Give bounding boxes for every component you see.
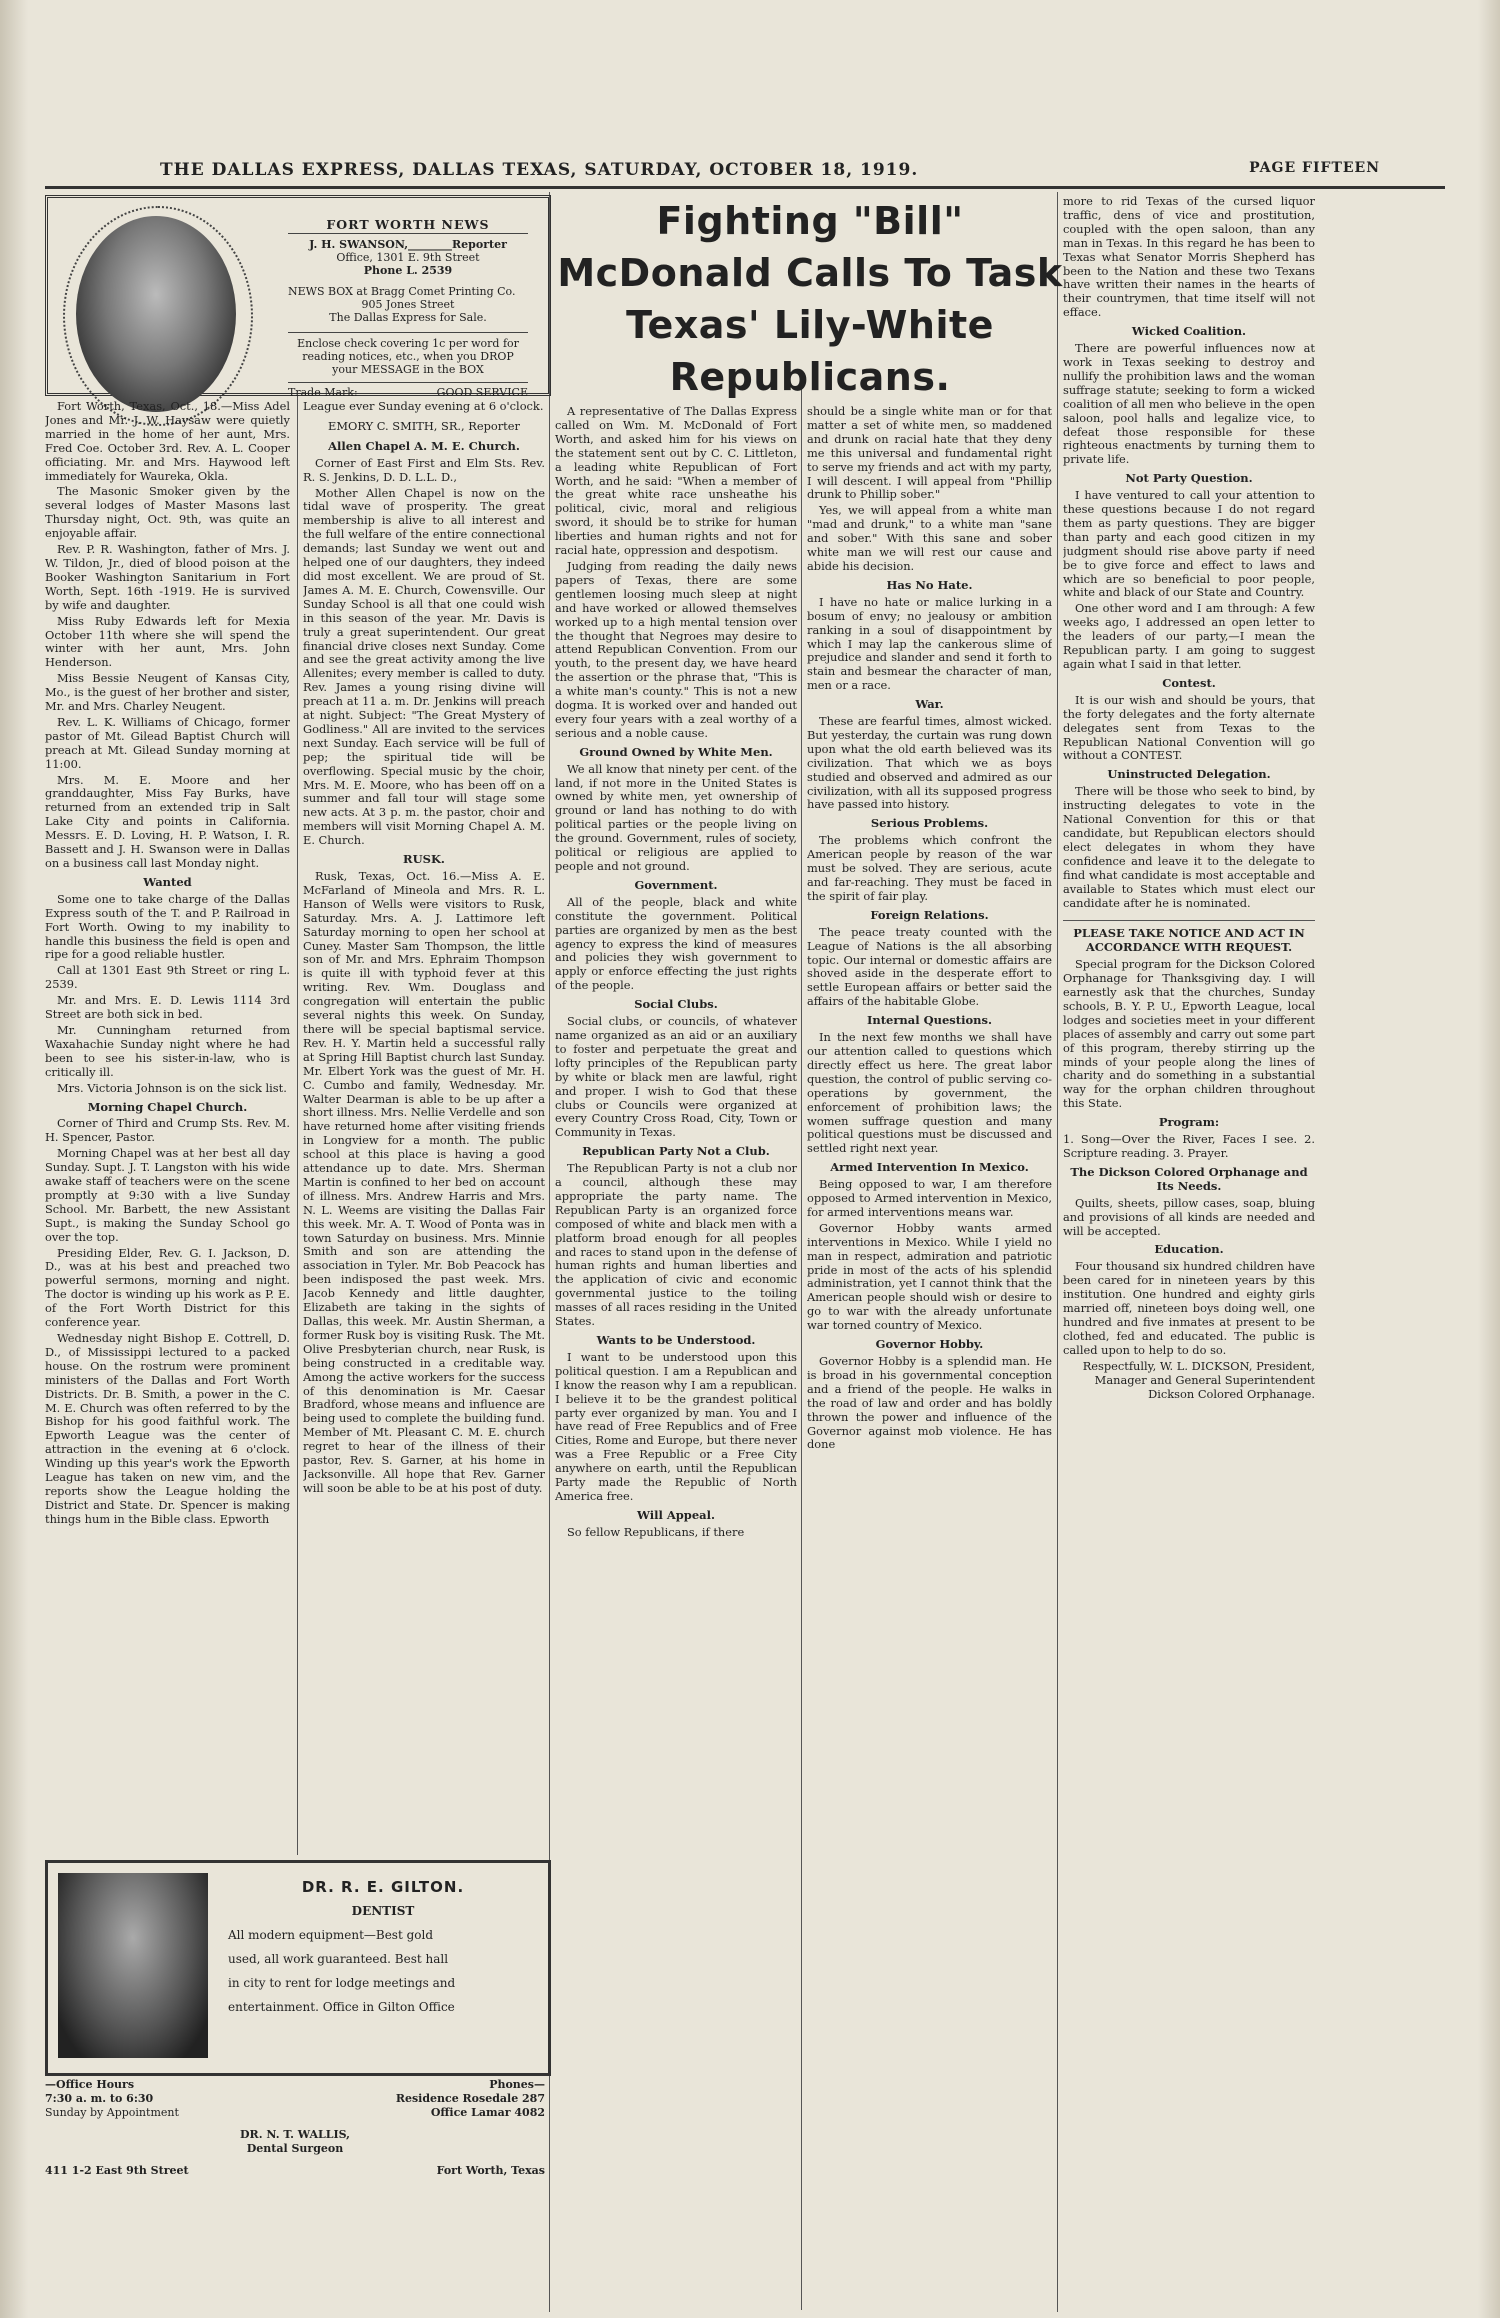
wallis-city: Fort Worth, Texas xyxy=(436,2164,545,2177)
program-heading: Program: xyxy=(1158,1115,1220,1130)
footer-row xyxy=(45,2092,545,2106)
news-paragraph: Mother Allen Chapel is now on the tidal wave of prosperity. The great membership is alive to all interest and the full welfare of the entire connectional demands; last Sunday we went out and helped one of our daughters, they indeed did most excellent. We are proud of St. James A. M. E. Church, Cowensville. Our Sunday School is all that one could wish in this season of the year. Mr. Davis is truly a great superintendent. Our great financial drive closes next Sunday. Come and see the great activity among the live Allenites; every member is called to duty. Rev. James a young rising divine will preach at 11 a. m. Dr. Jenkins will preach at night. Subject: "The Great Mystery of Godliness." All are invited to the services next Sunday. Each service will be full of pep; the spiritual tide will be overflowing. Special music by the choir, Mrs. M. E. Moore, who has been off on a summer and fall tour will stage some new acts. At 3 p. m. the pastor, choir and members will visit Morning Chapel A. M. E. Church. xyxy=(303,485,545,848)
column-1 xyxy=(45,400,290,1850)
enclose-note: Enclose check covering 1c per word for reading notices, etc., when you DROP your MESSAGE in the BOX xyxy=(288,332,528,376)
article-paragraph: Yes, we will appeal from a white man "mad and drunk," to a white man "sane and sober." With this sane and sober white man we will rest our cause and abide his decision. xyxy=(807,503,1052,573)
article-paragraph: There will be those who seek to bind, by instructing delegates to vote in the National Convention for this or that candidate, but Republican electors should elect delegates in whom they have confidence and leave it to the delegate to find what candidate is most acceptable and available to States which must elect our candidate after he is nominated. xyxy=(1063,784,1315,910)
signature: Respectfully, W. L. DICKSON, President, Manager and General Superintendent Dickson Colored Orphanage. xyxy=(1082,1358,1315,1401)
allen-chapel-heading: Allen Chapel A. M. E. Church. xyxy=(328,438,520,453)
news-paragraph: Presiding Elder, Rev. G. I. Jackson, D. D., was at his best and preached two powerful sermons, morning and night. The doctor is winding up his work as P. E. of the Fort Worth District for this conference year. xyxy=(45,1245,290,1330)
trademark-line xyxy=(288,382,528,399)
page-edge-right xyxy=(1478,0,1500,2318)
dentist-portrait xyxy=(58,1873,208,2058)
ad-line: used, all work guaranteed. Best hall xyxy=(228,1952,449,1966)
reporter-name: J. H. SWANSON,________Reporter xyxy=(309,238,507,251)
news-paragraph: Mr. Cunningham returned from Waxahachie Sunday night where he had been to see his sister-in-law, who is critically ill. xyxy=(45,1022,290,1079)
article-paragraph: These are fearful times, almost wicked. But yesterday, the curtain was rung down upon what the old earth believed was its civilization. That which we as boys studied and observed and admired as our civilization, with all its supposed progress have passed into history. xyxy=(807,714,1052,812)
chapel-heading: Morning Chapel Church. xyxy=(87,1099,248,1114)
fort-worth-news-box xyxy=(45,195,551,399)
article-paragraph: It is our wish and should be yours, that the forty delegates and the forty alternate delegates sent from Texas to the Republican National Convention will go without a CONTEST. xyxy=(1063,692,1315,763)
subheading: Contest. xyxy=(1162,675,1216,690)
article-paragraph: I have ventured to call your attention to these questions because I do not regard them as party questions. They are bigger than party and each good citizen in my judgment should rise above party if need be to give force and effect to laws and which are so beneficial to poor people, white and black of our State and Country. xyxy=(1063,488,1315,600)
subheading: Ground Owned by White Men. xyxy=(579,744,773,759)
gilton-dentist-ad xyxy=(45,1860,551,2076)
wanted-heading: Wanted xyxy=(143,874,192,889)
newsbox-address: 905 Jones Street xyxy=(361,298,455,311)
office-hours-footer xyxy=(45,2078,545,2178)
footer-row xyxy=(45,2078,545,2092)
subheading: Has No Hate. xyxy=(886,577,973,592)
program-list: 1. Song—Over the River, Faces I see. 2. Scripture reading. 3. Prayer. xyxy=(1063,1132,1315,1160)
news-paragraph: League ever Sunday evening at 6 o'clock. xyxy=(303,400,544,413)
article-paragraph: In the next few months we shall have our attention called to questions which directly effect us here. The great labor question, the control of public serving co-operations by government, the enforcement of prohibition laws; the women suffrage question and many political questions must be discussed and settled right next year. xyxy=(807,1030,1052,1156)
good-service-label: GOOD SERVICE xyxy=(436,386,528,399)
news-paragraph: Mrs. M. E. Moore and her granddaughter, Miss Fay Burks, have returned from an extended trip in Salt Lake City and points in California. Messrs. E. D. Loving, H. P. Watson, I. R. Bassett and J. H. Swanson were in Dallas on a business call last Monday night. xyxy=(45,772,290,870)
subheading: Social Clubs. xyxy=(634,997,718,1012)
sunday-hours: Sunday by Appointment xyxy=(45,2106,179,2119)
footer-row xyxy=(45,2106,545,2120)
subheading: Will Appeal. xyxy=(637,1507,715,1522)
news-paragraph: Miss Ruby Edwards left for Mexia October 11th where she will spend the winter with her aunt, Mrs. John Henderson. xyxy=(45,613,290,670)
subheading: The Dickson Colored Orphanage and Its Needs. xyxy=(1070,1164,1308,1193)
rusk-heading: RUSK. xyxy=(403,852,445,867)
office-phone: Phone L. 2539 xyxy=(363,264,453,277)
news-paragraph: Morning Chapel was at her best all day Sunday. Supt. J. T. Langston with his wide awake staff of teachers were on the scene promptly at 9:30 with a live Sunday School. Mr. Barbett, the new Assistant Supt., is making the Sunday School go over the top. xyxy=(45,1146,290,1244)
subheading: Foreign Relations. xyxy=(870,907,989,922)
article-paragraph: more to rid Texas of the cursed liquor traffic, dens of vice and prostitution, coupled with the open saloon, than any man in Texas. In this regard he has been to Texas what Senator Morris Shepherd has been to the Nation and these two Texans have written their names in the hearts of their countrymen, that time itself will not efface. xyxy=(1063,195,1315,320)
reporter-portrait xyxy=(76,216,236,412)
subheading: Governor Hobby. xyxy=(875,1337,984,1352)
column-rule xyxy=(801,370,802,2310)
news-paragraph: Corner of Third and Crump Sts. Rev. M. H. Spencer, Pastor. xyxy=(45,1116,290,1145)
subheading: Armed Intervention In Mexico. xyxy=(830,1160,1029,1175)
ad-line: in city to rent for lodge meetings and xyxy=(228,1976,456,1990)
wallis-title: Dental Surgeon xyxy=(246,2142,344,2155)
column-4 xyxy=(807,405,1052,2310)
subheading: Not Party Question. xyxy=(1125,471,1253,486)
article-paragraph: I have no hate or malice lurking in a bosum of envy; no jealousy or ambition ranking in a soul of disappointment by which I may lap the cankerous slime of prejudice and slander and send it forth to stain and besmear the character of man, men or a race. xyxy=(807,594,1052,693)
office-phone-lamar: Office Lamar 4082 xyxy=(430,2106,545,2119)
news-paragraph: Fort Worth, Texas, Oct., 18.—Miss Adel Jones and Mr. J. W. Haysaw were quietly married in the home of her aunt, Mrs. Fred Coe. October 3rd. Rev. A. L. Cooper officiating. Mr. and Mrs. Haywood left immediately for Waureka, Okla. xyxy=(45,400,290,483)
notice-paragraph: Four thousand six hundred children have been cared for in nineteen years by this institution. One hundred and eighty girls married off, nineteen boys doing well, one hundred and five inmates at present to be clothed, fed and educated. The public is called upon to help to do so. xyxy=(1063,1259,1315,1357)
subheading: Serious Problems. xyxy=(870,816,989,831)
wallis-address: 411 1-2 East 9th Street xyxy=(45,2164,189,2177)
for-sale-note: The Dallas Express for Sale. xyxy=(329,311,487,324)
notice-paragraph: Special program for the Dickson Colored Orphanage for Thanksgiving day. I will earnestly ask that the churches, Sunday schools, B. Y. P. U., Epworth League, local lodges and societies meet in your different places of assembly and carry out some part of this program, thereby stirring up the minds of your people along the lines of charity and do something in a substantial way for the orphan children throughout this State. xyxy=(1063,957,1315,1111)
article-paragraph: A representative of The Dallas Express called on Wm. M. McDonald of Fort Worth, and asked him for his views on the statement sent out by C. C. Littleton, a leading white Republican of Fort Worth, and he said: "When a member of the great white race unsheathe his political, civic, moral and religious sword, it should be to strike for human liberties and human rights and not for racial hate, oppression and despotism. xyxy=(555,405,797,558)
news-paragraph: Mrs. Victoria Johnson is on the sick list. xyxy=(57,1080,287,1095)
column-3 xyxy=(555,405,797,2310)
article-paragraph: Governor Hobby wants armed interventions in Mexico. While I yield no man in respect, admiration and patriotic pride in most of the acts of his splendid administration, yet I cannot think that the American people should wish or desire to go to war with the already unfortunate war torned country of Mexico. xyxy=(807,1220,1052,1333)
hours: 7:30 a. m. to 6:30 xyxy=(45,2092,154,2105)
footer-row xyxy=(45,2164,545,2178)
news-paragraph: Rev. P. R. Washington, father of Mrs. J. W. Tildon, Jr., died of blood poison at the Booker Washington Sanitarium in Fort Worth, Sept. 16th -1919. He is survived by wife and daughter. xyxy=(45,542,290,612)
article-paragraph: should be a single white man or for that matter a set of white men, so maddened and drunk on racial hate that they deny me this universal and fundamental right to serve my friends and act with my party, I will descent. I will appeal from "Phillip drunk to Phillip sober." xyxy=(807,405,1052,502)
notice-paragraph: Quilts, sheets, pillow cases, soap, bluing and provisions of all kinds are needed and will be accepted. xyxy=(1063,1195,1315,1238)
subheading: Republican Party Not a Club. xyxy=(582,1144,770,1159)
subheading: Government. xyxy=(634,877,718,892)
news-paragraph: Some one to take charge of the Dallas Express south of the T. and P. Railroad in Fort Worth. Owing to my inability to handle this business the field is open and ripe for a good reliable hustler. xyxy=(45,891,290,962)
masthead-rule xyxy=(45,186,1445,189)
news-paragraph: Rev. L. K. Williams of Chicago, former pastor of Mt. Gilead Baptist Church will preach at Mt. Gilead Sunday morning at 11:00. xyxy=(45,714,290,771)
column-rule xyxy=(1057,192,1058,2312)
phones-label: Phones— xyxy=(489,2078,545,2091)
article-paragraph: Social clubs, or councils, of whatever name organized as an aid or an auxiliary to foster and perpetuate the great and lofty principles of the Republican party by white or black men are lawful, right and proper. I wish to God that these clubs or Councils were organized at every Country Cross Road, City, Town or Community in Texas. xyxy=(555,1014,797,1140)
main-headline: Fighting "Bill" McDonald Calls To Task Texas' Lily-White Republicans. xyxy=(557,199,1063,399)
article-paragraph: The Republican Party is not a club nor a council, although these may appropriate the party name. The Republican Party is an organized force composed of white and black men with a platform broad enough for all peoples and races to stand upon in the defense of human rights and human liberties and the application of civic and economic governmental justice to the toiling masses of all races residing in the United States. xyxy=(555,1161,797,1329)
trademark-label: Trade Mark: xyxy=(288,386,358,399)
notice-heading: PLEASE TAKE NOTICE AND ACT IN ACCORDANCE WITH REQUEST. xyxy=(1063,920,1315,955)
article-paragraph: Being opposed to war, I am therefore opposed to Armed intervention in Mexico, for armed interventions means war. xyxy=(807,1177,1052,1219)
newsbox-location: NEWS BOX at Bragg Comet Printing Co. xyxy=(288,285,516,298)
fort-worth-info xyxy=(288,218,528,399)
article-paragraph: Judging from reading the daily news papers of Texas, there are some gentlemen loosing much sleep at night and have worked or allowed themselves worked up to a high mental tension over the thought that Negroes may desire to attend Republican Convention. From our youth, to the present day, we have heard the assertion or the phrase that, "This is a white man's county." This is not a new dogma. It is worked over and handed out every four years with a zeal worthy of a serious and a noble cause. xyxy=(555,558,797,740)
news-paragraph: Corner of East First and Elm Sts. Rev. R. S. Jenkins, D. D. L.L. D., xyxy=(303,455,545,484)
subheading: Wants to be Understood. xyxy=(596,1333,756,1347)
news-paragraph: Miss Bessie Neugent of Kansas City, Mo., is the guest of her brother and sister, Mr. and Mrs. Charley Neugent. xyxy=(45,671,290,714)
news-paragraph: Call at 1301 East 9th Street or ring L. 2539. xyxy=(45,963,290,992)
news-paragraph: Rusk, Texas, Oct. 16.—Miss A. E. McFarland of Mineola and Mrs. R. L. Hanson of Wells were visitors to Rusk, Saturday. Mrs. A. J. Lattimore left Saturday morning to open her school at Cuney. Master Sam Thompson, the little son of Mr. and Mrs. Ephraim Thompson is quite ill with typhoid fever at this writing. Rev. Wm. Douglass and congregation will entertain the public several nights this week. On Sunday, there will be special baptismal service. Rev. H. Y. Martin held a successful rally at Spring Hill Baptist church last Sunday. Mr. Elbert York was the guest of Mr. H. C. Cumbo and family, Wednesday. Mr. Walter Dearman is able to be up after a short illness. Mrs. Nellie Verdelle and son have returned home after visiting friends in Longview for a month. The public school at this place is having a good attendance up to date. Mrs. Sherman Martin is confined to her bed on account of illness. Mrs. Andrew Harris and Mrs. N. L. Weems are visiting the Dallas Fair this week. Mr. A. T. Wood of Ponta was in town Saturday on business. Mrs. Minnie Smith and son are attending the association in Tyler. Mr. Bob Peacock has been indisposed the past week. Mrs. Jacob Kennedy and little daughter, Elizabeth are taking in the sights of Dallas, this week. Mr. Austin Sherman, a former Rusk boy is visiting Rusk. The Mt. Olive Presbyterian church, near Rusk, is being constructed in a creditable way. Among the active workers for the success of this denomination is Mr. Caesar Bradford, whose means and influence are being used to complete the building fund. Member of Mt. Pleasant C. M. E. church regret to hear of the illness of their pastor, Rev. S. Garner, at his home in Jacksonville. All hope that Rev. Garner will soon be able to be at his post of duty. xyxy=(303,869,545,1495)
news-paragraph: The Masonic Smoker given by the several lodges of Master Masons last Thursday night, Oct. 9th, was quite an enjoyable affair. xyxy=(45,484,290,541)
article-paragraph: So fellow Republicans, if there xyxy=(567,1524,745,1539)
subheading: Education. xyxy=(1154,1242,1224,1257)
fort-worth-heading: FORT WORTH NEWS xyxy=(288,218,528,234)
wallis-name: DR. N. T. WALLIS, xyxy=(240,2128,350,2141)
column-5 xyxy=(1063,195,1315,2310)
ad-text xyxy=(228,1875,538,2019)
subheading: Internal Questions. xyxy=(867,1013,992,1028)
page-number: PAGE FIFTEEN xyxy=(1249,160,1380,176)
article-paragraph: One other word and I am through: A few weeks ago, I addressed an open letter to the leaders of our party,—I mean the Republican party. I am going to suggest again what I said in that letter. xyxy=(1063,601,1315,671)
column-rule xyxy=(297,395,298,1855)
article-paragraph: We all know that ninety per cent. of the land, if not more in the United States is owned by white men, yet ownership of ground or land has nothing to do with political parties or the people living on the ground. Government, rules of society, political or religious are applied to people and not ground. xyxy=(555,761,797,873)
column-2 xyxy=(303,400,545,1850)
article-paragraph: The problems which confront the American people by reason of the war must be solved. They are serious, acute and far-reaching. They must be faced in the spirit of fair play. xyxy=(807,833,1052,903)
ad-title: DENTIST xyxy=(351,1904,415,1918)
masthead-title: THE DALLAS EXPRESS, DALLAS TEXAS, SATURDAY, OCTOBER 18, 1919. xyxy=(160,160,919,180)
reporter-credit: EMORY C. SMITH, SR., Reporter xyxy=(328,418,520,433)
article-paragraph: All of the people, black and white constitute the government. Political parties are organized by men as the best agency to express the kind of measures and policies they wish government to apply or enforce effecting the just rights of the people. xyxy=(555,894,797,993)
article-paragraph: Governor Hobby is a splendid man. He is broad in his governmental conception and a friend of the people. He walks in the road of law and order and has boldly thrown the power and influence of the Governor against mob violence. He has done xyxy=(807,1354,1052,1452)
article-paragraph: There are powerful influences now at work in Texas seeking to destroy and nullify the prohibition laws and the woman suffrage statute; seeking to form a wicked coalition of all men who believe in the open saloon, pool halls and legalize vice, to defeat those responsible for these righteous enactments by turning them to private life. xyxy=(1063,341,1315,467)
article-paragraph: I want to be understood upon this political question. I am a Republican and I know the reason why I am a republican. I believe it to be the grandest political party ever organized by man. You and I have read of Free Republics and of Free Cities, Rome and Europe, but there never was a Free Republic or a Free City anywhere on earth, until the Republican Party made the Republic of North America free. xyxy=(555,1349,797,1503)
residence-phone: Residence Rosedale 287 xyxy=(395,2092,545,2105)
ad-line: entertainment. Office in Gilton Office xyxy=(228,2000,455,2014)
office-address: Office, 1301 E. 9th Street xyxy=(336,251,480,264)
news-paragraph: Mr. and Mrs. E. D. Lewis 1114 3rd Street are both sick in bed. xyxy=(45,993,290,1022)
subheading: War. xyxy=(915,697,944,712)
ad-name: DR. R. E. GILTON. xyxy=(301,1878,465,1896)
ad-line: All modern equipment—Best gold xyxy=(228,1928,434,1942)
hours-label: —Office Hours xyxy=(45,2078,135,2091)
page-edge-left xyxy=(0,0,28,2318)
subheading: Uninstructed Delegation. xyxy=(1107,767,1271,782)
news-paragraph: Wednesday night Bishop E. Cottrell, D. D., of Mississippi lectured to a packed house. On the rostrum were prominent ministers of the Dallas and Fort Worth Districts. Dr. B. Smith, a power in the C. M. E. Church was often referred to by the Bishop for his good faithful work. The Epworth League was the center of attraction in the evening at 6 o'clock. Winding up this year's work the Epworth League has taken on new vim, and the reports show the League holding the District and State. Dr. Spencer is making things hum in the Bible class. Epworth xyxy=(45,1331,290,1526)
subheading: Wicked Coalition. xyxy=(1131,324,1247,339)
article-paragraph: The peace treaty counted with the League of Nations is the all absorbing topic. Our internal or domestic affairs are shoved aside in the desperate effort to settle European affairs or better said the affairs of the habitable Globe. xyxy=(807,924,1052,1009)
